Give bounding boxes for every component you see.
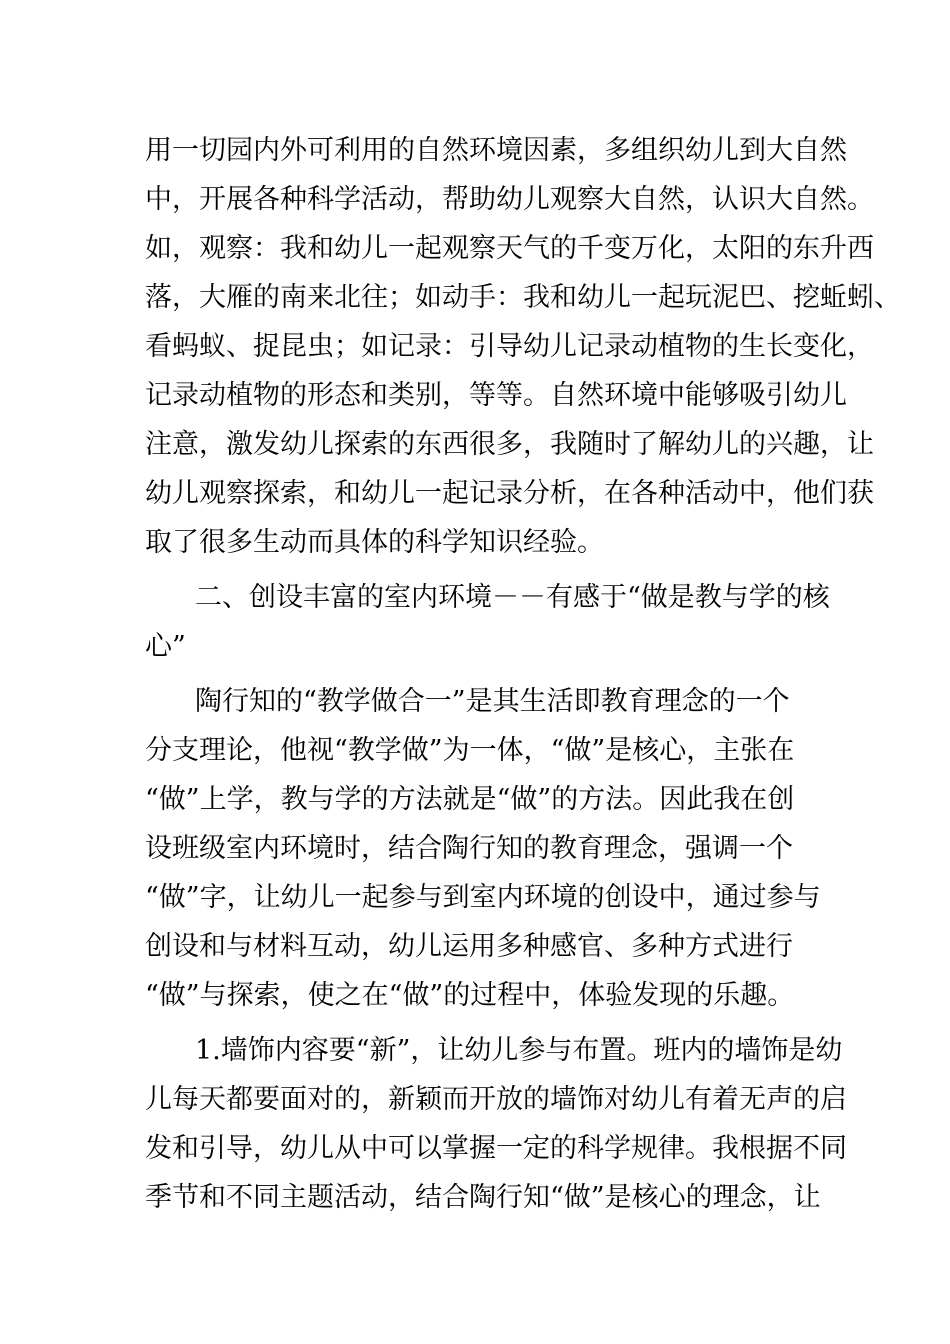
text-line: 取了很多生动而具体的科学知识经验。	[145, 527, 604, 558]
text-line: 设班级室内环境时，结合陶行知的教育理念，强调一个	[145, 833, 793, 864]
text-line: 中，开展各种科学活动，帮助幼儿观察大自然，认识大自然。	[145, 184, 874, 215]
text-line: 看蚂蚁、捉昆虫；如记录：引导幼儿记录动植物的生长变化，	[145, 331, 874, 362]
text-line: 1.墙饰内容要“新”，让幼儿参与布置。班内的墙饰是幼	[195, 1035, 843, 1066]
text-line: 分支理论，他视“教学做”为一体，“做”是核心，主张在	[145, 735, 795, 766]
text-line: 陶行知的“教学做合一”是其生活即教育理念的一个	[195, 686, 790, 717]
text-line: 发和引导，幼儿从中可以掌握一定的科学规律。我根据不同	[145, 1133, 847, 1164]
text-line: 儿每天都要面对的，新颖而开放的墙饰对幼儿有着无声的启	[145, 1084, 847, 1115]
text-line: 创设和与材料互动，幼儿运用多种感官、多种方式进行	[145, 931, 793, 962]
text-line: 记录动植物的形态和类别，等等。自然环境中能够吸引幼儿	[145, 380, 847, 411]
text-line: 注意，激发幼儿探索的东西很多，我随时了解幼儿的兴趣，让	[145, 429, 874, 460]
text-line: “做”字，让幼儿一起参与到室内环境的创设中，通过参与	[145, 882, 821, 913]
text-line: “做”上学，教与学的方法就是“做”的方法。因此我在创	[145, 784, 795, 815]
section-heading-continued: 心”	[145, 631, 186, 662]
text-line: 用一切园内外可利用的自然环境因素，多组织幼儿到大自然	[145, 135, 847, 166]
text-line: 季节和不同主题活动，结合陶行知“做”是核心的理念，让	[145, 1182, 821, 1213]
text-line: “做”与探索，使之在“做”的过程中，体验发现的乐趣。	[145, 980, 795, 1011]
text-line: 落，大雁的南来北往；如动手：我和幼儿一起玩泥巴、挖蚯蚓、	[145, 282, 901, 313]
text-line: 幼儿观察探索，和幼儿一起记录分析，在各种活动中，他们获	[145, 478, 874, 509]
text-line: 如，观察：我和幼儿一起观察天气的千变万化，太阳的东升西	[145, 233, 874, 264]
section-heading: 二、创设丰富的室内环境－－有感于“做是教与学的核	[195, 582, 830, 613]
